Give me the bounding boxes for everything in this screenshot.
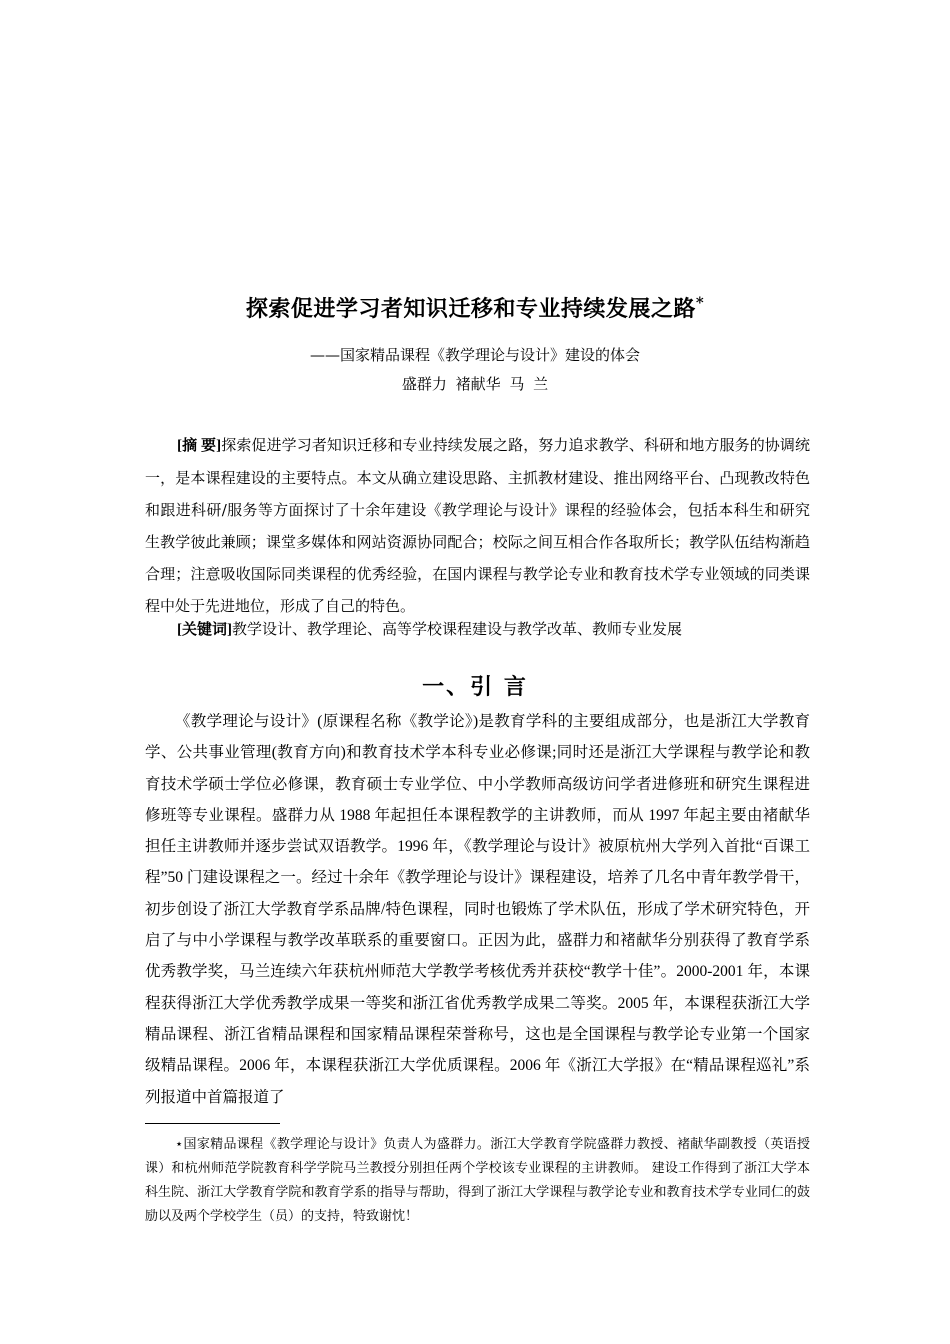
- paper-subtitle: ——国家精品课程《教学理论与设计》建设的体会: [309, 346, 640, 364]
- body-paragraph: 《教学理论与设计》(原课程名称《教学论》)是教育学科的主要组成部分，也是浙江大学教育学、公共事业管理(教育方向)和教育技术学本科专业必修课;同时还是浙江大学课程与教学论和教育技术学硕士学位必修课，教育硕士专业学位、中小学教师高级访问学者进修班和研究生课程进修班等专业课程。盛群力从 1988 年起担任本课程教学的主讲教师，而从 1997 年起主要由褚献华担任主讲教师并逐步尝试双语教学。1996 年，《教学理论与设计》被原杭州大学列入首批“百课工程”50 门建设课程之一。经过十余年《教学理论与设计》课程建设，培养了几名中青年教学骨干，初步创设了浙江大学教育学系品牌/特色课程，同时也锻炼了学术队伍，形成了学术研究特色，开启了与中小学课程与教学改革联系的重要窗口。正因为此，盛群力和褚献华分别获得了教育学系优秀教学奖，马兰连续六年获杭州师范大学教学考核优秀并获校“教学十佳”。2000-2001 年，本课程获得浙江大学优秀教学成果一等奖和浙江省优秀教学成果二等奖。2005 年，本课程获浙江大学精品课程、浙江省精品课程和国家精品课程荣誉称号，这也是全国课程与教学论专业第一个国家级精品课程。2006 年，本课程获浙江大学优质课程。2006 年《浙江大学报》在“精品课程巡礼”系列报道中首篇报道了: [145, 713, 810, 1106]
- abstract-label: [摘 要]: [177, 438, 222, 454]
- keywords-label: [关键词]: [177, 622, 232, 638]
- paper-title: [0, 292, 950, 323]
- keywords: [145, 614, 810, 645]
- author-list: 盛群力 褚献华 马 兰: [401, 375, 549, 393]
- footnote: ⋆国家精品课程《教学理论与设计》负责人为盛群力。浙江大学教育学院盛群力教授、褚献华副教授（英语授课）和杭州师范学院教育科学学院马兰教授分别担任两个学校该专业课程的主讲教师。 建设工作得到了浙江大学本科生院、浙江大学教育学院和教育学系的指导与帮助，得到了浙江大学课程与教学论专业和教育技术学专业同仁的鼓励以及两个学校学生（员）的支持，特致谢忱！: [145, 1137, 810, 1224]
- title-footnote-mark: *: [695, 293, 705, 312]
- abstract: [145, 429, 810, 622]
- footnote-divider: [145, 1123, 280, 1124]
- abstract-text: 探索促进学习者知识迁移和专业持续发展之路，努力追求教学、科研和地方服务的协调统一，是本课程建设的主要特点。本文从确立建设思路、主抓教材建设、推出网络平台、凸现教改特色和跟进科研/服务等方面探讨了十余年建设《教学理论与设计》课程的经验体会，包括本科生和研究生教学彼此兼顾；课堂多媒体和网站资源协同配合；校际之间互相合作各取所长；教学队伍结构渐趋合理；注意吸收国际同类课程的优秀经验，在国内课程与教学论专业和教育技术学专业领域的同类课程中处于先进地位，形成了自己的特色。: [145, 436, 810, 615]
- keywords-text: 教学设计、教学理论、高等学校课程建设与教学改革、教师专业发展: [232, 620, 683, 638]
- section-heading: 一、引 言: [422, 674, 528, 700]
- paper-title-text: 探索促进学习者知识迁移和专业持续发展之路: [245, 296, 696, 322]
